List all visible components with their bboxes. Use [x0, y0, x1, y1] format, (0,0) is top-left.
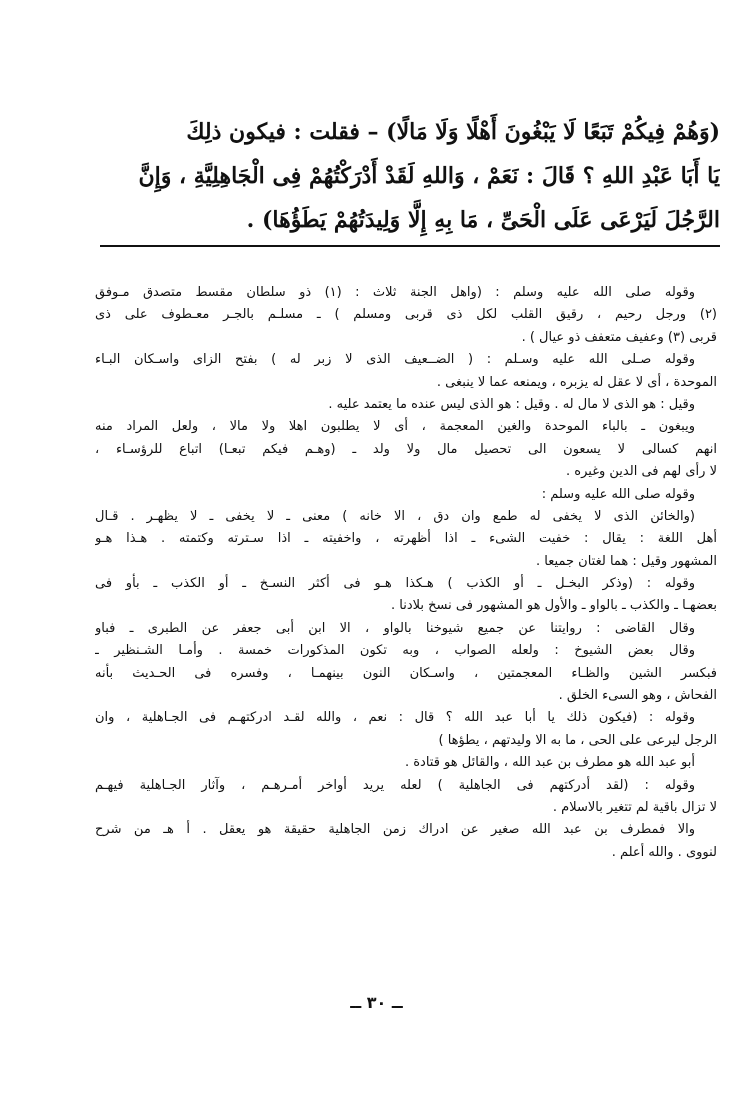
commentary-text: [95, 282, 717, 864]
hadith-line: يَا أَبَا عَبْدِ اللهِ ؟ قَالَ : نَعَمْ ، وَاللهِ لَقَدْ أَدْرَكْتُهُمْ فِى الْجَاهِلِيَّةِ ، وَإِنَّ: [138, 163, 720, 189]
commentary-line: الموحدة ، أى لا عقل له يزبره ، ويمنعه عما لا ينبغى .: [436, 374, 717, 390]
commentary-line: لا تزال باقية لم تتغير بالاسلام .: [552, 799, 717, 815]
commentary-line: وقال القاضى : روايتنا عن جميع شيوخنا بالواو ، الا ابن أبى جعفر عن الطبرى ـ فباو: [95, 620, 695, 636]
commentary-line: فبكسر الشين والظـاء المعجمتين ، واسـكان النون بينهمـا ، وفسره فى الحـديث بأنه: [95, 665, 717, 681]
commentary-line: قربى (٣) وعفيف متعفف ذو عيال ) .: [521, 329, 717, 345]
commentary-line: وقوله صـلى الله عليه وسـلم : ( الضــعيف الذى لا زبر له ) بفتح الزاى واسـكان البـاء: [95, 352, 695, 368]
commentary-line: انهم كسالى لا يسعون الى تحصيل مال ولا ولد ـ (وهـم فيكم تبعـا) اتباع للرؤسـاء ،: [95, 441, 717, 457]
commentary-line: والا فمطرف بن عبد الله صغير عن ادراك زمن الجاهلية حقيقة هو يعقل . أ هـ من شرح: [95, 822, 695, 838]
commentary-line: وقوله صلى الله عليه وسلم :: [541, 486, 695, 502]
commentary-line: الرجل ليرعى على الحى ، ما به الا وليدتهم ، يطؤها ): [438, 732, 717, 748]
commentary-line: لا رأى لهم فى الدين وغيره .: [566, 464, 717, 480]
commentary-line: أهل اللغة : يقال : خفيت الشىء ـ اذا أظهرته ، واخفيته ـ اذا سـترته وكتمته . هـذا هـو: [95, 531, 717, 547]
commentary-line: (والخائن الذى لا يخفى له طمع وان دق ، الا خانه ) معنى ـ لا يخفى ـ لا يظهـر . قـال: [95, 508, 695, 524]
hadith-text: [100, 110, 720, 242]
commentary-line: وقوله : (لقد أدركتهم فى الجاهلية ) لعله يريد أواخر أمـرهـم ، وآثار الجـاهلية فيهـم: [95, 777, 695, 793]
commentary-line: المشهور وقيل : هما لغتان جميعا .: [536, 553, 717, 569]
commentary-line: لنووى . والله أعلم .: [611, 844, 717, 860]
commentary-line: وقوله صلى الله عليه وسلم : (واهل الجنة ثلاث : (١) ذو سلطان مقسط متصدق مـوفق: [95, 285, 695, 300]
hadith-line: الرَّجُلَ لَيَرْعَى عَلَى الْحَىِّ ، مَا بِهِ إِلَّا وَلِيدَتُهُمْ يَطَؤُهَا) .: [246, 207, 720, 233]
separator-rule: [100, 245, 720, 247]
commentary-line: وقيل : هو الذى لا مال له . وقيل : هو الذى ليس عنده ما يعتمد عليه .: [328, 396, 695, 412]
hadith-line: (وَهُمْ فِيكُمْ تَبَعًا لَا يَبْغُونَ أَهْلًا وَلَا مَالًا) – فقلت : فيكون ذلِكَ: [186, 119, 720, 145]
commentary-line: بعضهـا ـ والكذب ـ بالواو ـ والأول هو المشهور فى نسخ بلادنا .: [391, 598, 717, 614]
page-number: ــ ٣٠ ــ: [350, 993, 403, 1012]
commentary-line: (٢) ورجل رحيم ، رقيق القلب لكل ذى قربى ومسلم ) ـ مسلـم بالجـر معـطوف على ذى: [95, 307, 717, 323]
commentary-line: وقوله : (فيكون ذلك يا أبا عبد الله ؟ قال : نعم ، والله لقـد ادركتهـم فى الجـاهلية ، وان: [95, 710, 695, 726]
commentary-line: وقوله : (وذكر البخـل ـ أو الكذب ) هـكذا هـو فى أكثر النسـخ ـ أو الكذب ـ بأو فى: [95, 576, 695, 592]
commentary-line: وقال بعض الشيوخ : ولعله الصواب ، وبه تكون المذكورات خمسة . وأمـا الشـنظير ـ: [95, 643, 695, 659]
commentary-line: الفحاش ، وهو السىء الخلق .: [558, 688, 717, 704]
commentary-line: ويبغون ـ بالباء الموحدة والغين المعجمة ، أى لا يطلبون اهلا ولا مالا ، ولعل المراد منه: [95, 419, 695, 435]
commentary-line: أبو عبد الله هو مطرف بن عبد الله ، والقائل هو قتادة .: [404, 755, 695, 771]
